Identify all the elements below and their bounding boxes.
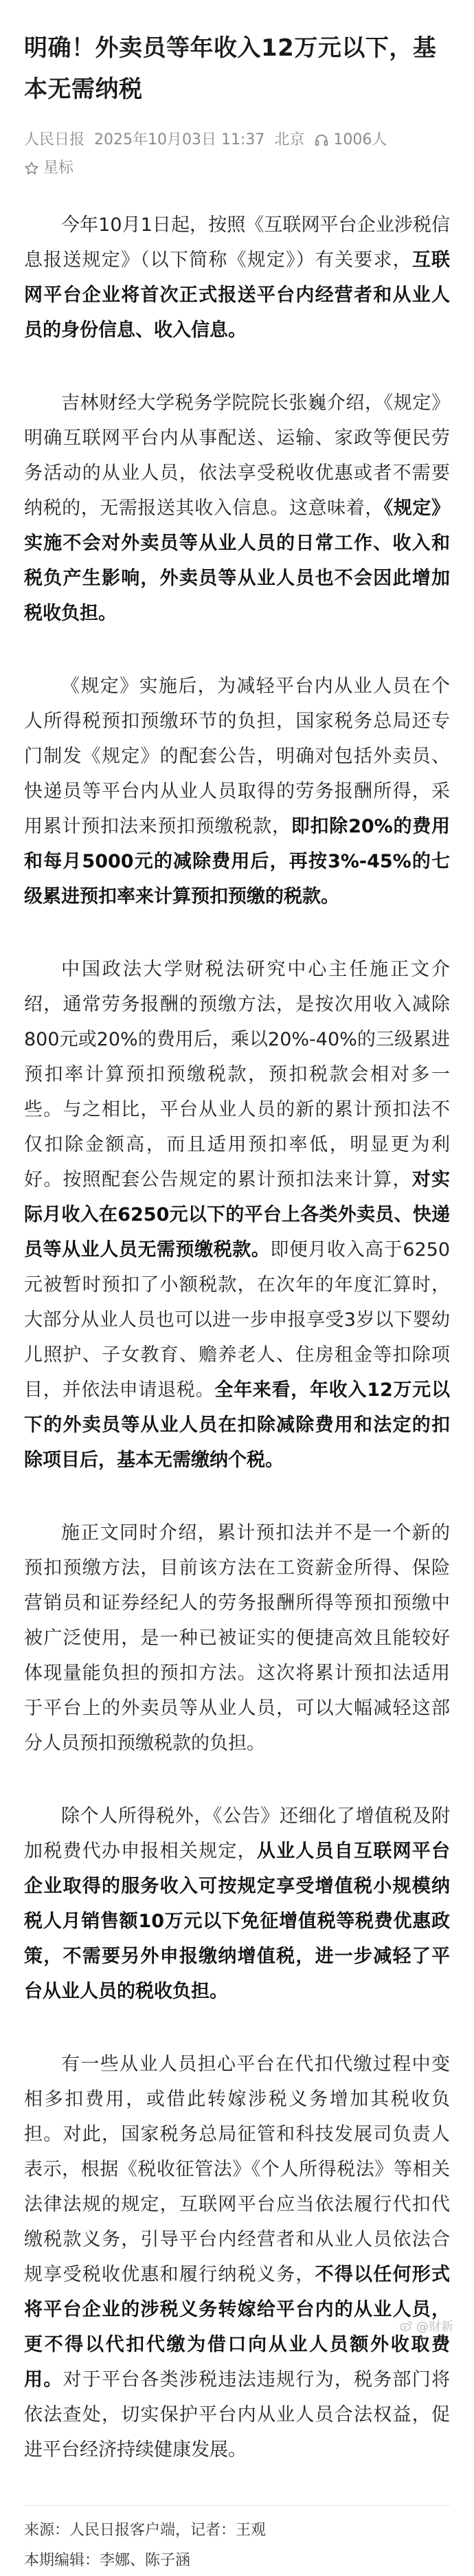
text-run: 吉林财经大学税务学院院长张巍介绍，《规定》明确互联网平台内从事配送、运输、家政等便民劳务活动的从业人员，依法享受税收优惠或者不需要纳税的，无需报送其收入信息。这意味着， [24, 392, 450, 519]
text-run: 中国政法大学财税法研究中心主任施正文介绍，通常劳务报酬的预缴方法，是按次用收入减除800元或20%的费用后，乘以20%-40%的三级累进预扣率计算预扣预缴税款，预扣税款会相对多一些。与之相比，平台从业人员的新的累计预扣法不仅扣除金额高，而且适用预扣率低，明显更为利好。按照配套公告规定的累计预扣法来计算， [24, 959, 450, 1190]
bold-text-run: 不得以任何形式将平台企业的涉税义务转嫁给平台内的从业人员，更不得以代扣代缴为借口向从业人员额外收取费用。 [24, 2264, 451, 2390]
star-button[interactable] [24, 157, 450, 180]
star-label: 星标 [43, 159, 74, 177]
watermark-text: @财新 [416, 2320, 453, 2334]
source-name[interactable]: 人民日报 [24, 131, 85, 148]
text-run: 有一些从业人员担心平台在代扣代缴过程中变相多扣费用，或借此转嫁涉税义务增加其税收负担。对此，国家税务总局征管和科技发展司负责人表示，根据《税收征管法》《个人所得税法》等相关法律法规的规定，互联网平台应当依法履行代扣代缴税款义务，引导平台内经营者和从业人员依法合规享受税收优惠和履行纳税义务， [24, 2054, 450, 2285]
article-title: 明确！外卖员等年收入12万元以下，基本无需纳税 [24, 34, 437, 103]
article-paragraph [24, 1799, 450, 2009]
article-paragraph [24, 208, 450, 348]
listen-count-text: 1006人 [333, 131, 387, 148]
text-run: 对于平台各类涉税违法违规行为，税务部门将依法查处，切实保护平台内从业人员合法权益，促进平台经济持续健康发展。 [24, 2369, 451, 2461]
article-paragraph [24, 1515, 450, 1761]
article-paragraph [24, 2047, 450, 2467]
article-paragraph [24, 386, 450, 631]
bold-text-run: 对实际月收入在6250元以下的平台上各类外卖员、快递员等从业人员无需预缴税款。 [24, 1169, 451, 1261]
text-run: 即便月收入高于6250元被暂时预扣了小额税款，在次年的年度汇算时，大部分从业人员也可以进一步申报享受3岁以下婴幼儿照护、子女教育、赡养老人、住房租金等扣除项目，并依法申请退税。 [24, 1239, 451, 1401]
bold-text-run: 互联网平台企业将首次正式报送平台内经营者和从业人员的身份信息、收入信息。 [24, 249, 451, 341]
article-footer [24, 2505, 450, 2576]
location: 北京 [274, 131, 305, 148]
text-run: 《规定》实施后，为减轻平台内从业人员在个人所得税预扣预缴环节的负担，国家税务总局还专门制发《规定》的配套公告，明确对包括外卖员、快递员等平台内从业人员取得的劳务报酬所得，采用累计预扣法来预扣预缴税款， [24, 676, 450, 837]
article-paragraph [24, 952, 450, 1478]
article-body [24, 208, 450, 2467]
bold-text-run: 即扣除20%的费用和每月5000元的减除费用后，再按3%-45%的七级累进预扣率来计算预扣预缴的税款。 [24, 816, 450, 907]
source-credit: 来源：人民日报客户端，记者：王观 [24, 2522, 267, 2539]
article-meta [24, 128, 450, 153]
text-run: 今年10月1日起，按照《互联网平台企业涉税信息报送规定》（以下简称《规定》）有关要求， [24, 214, 450, 271]
text-run: 除个人所得税外，《公告》还细化了增值税及附加税费代办申报相关规定， [24, 1806, 450, 1862]
article-paragraph [24, 669, 450, 914]
bold-text-run: 全年来看，年收入12万元以下的外卖员等从业人员在扣除减除费用和法定的扣除项目后，基本无需缴纳个税。 [24, 1379, 450, 1471]
bold-text-run: 《规定》实施不会对外卖员等从业人员的日常工作、收入和税负产生影响，外卖员等从业人员也不会因此增加税收负担。 [24, 498, 451, 624]
text-run: 施正文同时介绍，累计预扣法并不是一个新的预扣预缴方法，目前该方法在工资薪金所得、保险营销员和证券经纪人的劳务报酬所得等预扣预缴中被广泛使用，是一种已被证实的便捷高效且能较好体现量能负担的预扣方法。这次将累计预扣法适用于平台上的外卖员等从业人员，可以大幅减轻这部分人员预扣预缴税款的负担。 [24, 1522, 450, 1754]
publish-datetime: 2025年10月03日 11:37 [94, 131, 265, 148]
weibo-logo-icon [398, 2318, 414, 2333]
star-icon [24, 161, 39, 176]
headphone-icon [314, 133, 329, 148]
editor-credit: 本期编辑：李娜、陈子涵 [24, 2552, 191, 2569]
watermark [398, 2317, 453, 2335]
bold-text-run: 从业人员自互联网平台企业取得的服务收入可按规定享受增值税小规模纳税人月销售额10万元以下免征增值税等税费优惠政策，不需要另外申报缴纳增值税，进一步减轻了平台从业人员的税收负担。 [24, 1841, 451, 2002]
listen-count[interactable] [314, 128, 396, 153]
